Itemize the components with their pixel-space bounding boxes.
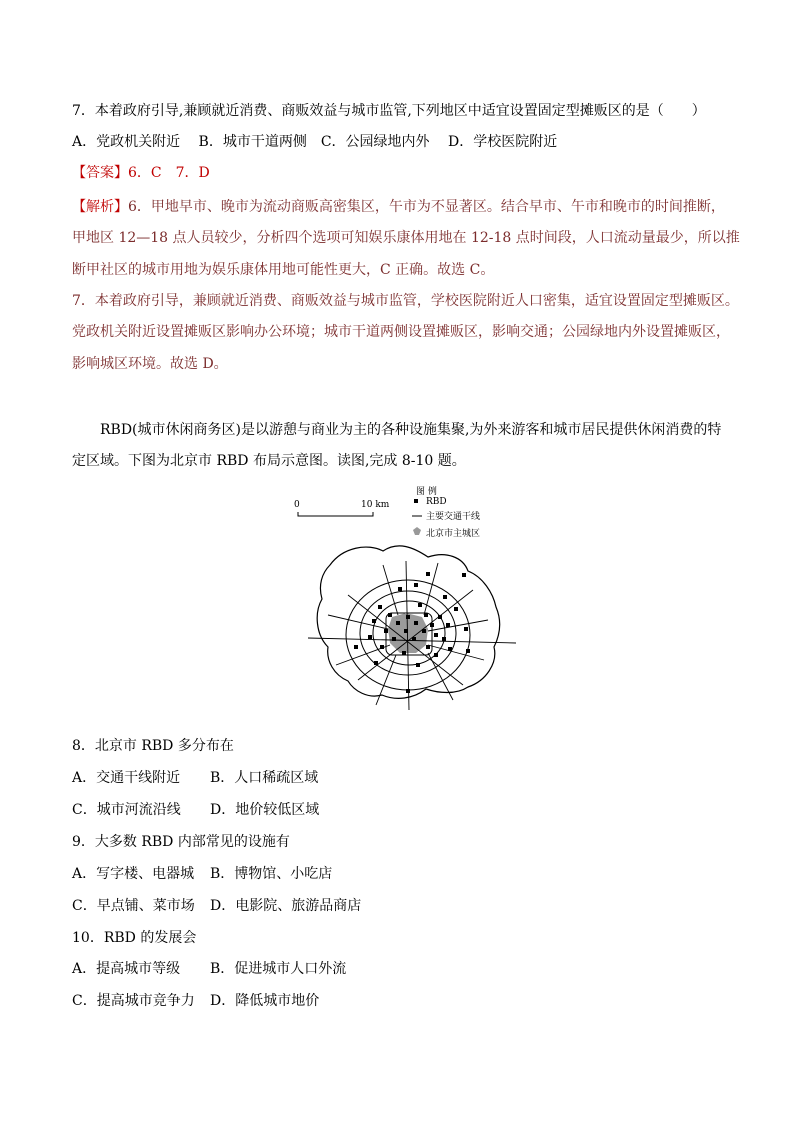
answer-line xyxy=(72,163,210,183)
intro-line-2: 定区域。下图为北京市 RBD 布局示意图。读图,完成 8-10 题。 xyxy=(72,453,466,469)
q10-options-row-1 xyxy=(72,959,346,979)
q9-option-d: D．电影院、旅游品商店 xyxy=(210,898,362,914)
scale-start: 0 xyxy=(294,500,300,510)
analysis-text-1: 6．甲地早市、晚市为流动商贩高密集区，午市为不显著区。结合早市、午市和晚市的时间推断， xyxy=(128,199,725,215)
legend-title: 图 例 xyxy=(416,487,437,497)
analysis-line-6: 影响城区环境。故选 D。 xyxy=(72,356,228,372)
answer-text: 6．C 7．D xyxy=(128,165,210,181)
beijing-rbd-map xyxy=(288,487,514,723)
q10-option-b: B．促进城市人口外流 xyxy=(210,961,347,977)
q8-stem: 8．北京市 RBD 多分布在 xyxy=(72,738,234,754)
q8-option-b: B．人口稀疏区域 xyxy=(210,770,319,786)
answer-label: 【答案】 xyxy=(72,165,128,181)
q9-option-c: C．早点铺、菜市场 xyxy=(72,898,195,914)
q8-options-row-2 xyxy=(72,800,319,820)
q7-options: A．党政机关附近 B．城市干道两侧 C．公园绿地内外 D．学校医院附近 xyxy=(72,134,558,150)
q8-option-c: C．城市河流沿线 xyxy=(72,802,181,818)
legend-rbd-label: RBD xyxy=(426,497,447,507)
q8-option-d: D．地价较低区域 xyxy=(210,802,320,818)
scale-bar xyxy=(298,512,373,516)
legend-road-label: 主要交通干线 xyxy=(426,512,481,522)
q7-stem: 7．本着政府引导,兼顾就近消费、商贩效益与城市监管,下列地区中适宜设置固定型摊贩区的是（ ） xyxy=(72,103,706,119)
q10-option-c: C．提高城市竞争力 xyxy=(72,993,195,1009)
analysis-line-5: 党政机关附近设置摊贩区影响办公环境；城市干道两侧设置摊贩区，影响交通；公园绿地内外设置摊贩区， xyxy=(72,324,730,340)
q9-stem: 9．大多数 RBD 内部常见的设施有 xyxy=(72,834,290,850)
legend-core-label: 北京市主城区 xyxy=(426,529,481,539)
analysis-line-3: 断甲社区的城市用地为娱乐康体用地可能性更大，C 正确。故选 C。 xyxy=(72,262,495,278)
q10-option-a: A．提高城市等级 xyxy=(72,961,181,977)
q10-option-d: D．降低城市地价 xyxy=(210,993,320,1009)
intro-line-1: RBD(城市休闲商务区)是以游憩与商业为主的各种设施集聚,为外来游客和城市居民提供休闲消费的特 xyxy=(100,422,722,438)
legend-rbd-symbol xyxy=(414,499,418,503)
q9-options-row-2 xyxy=(72,896,361,916)
analysis-line-2: 甲地区 12—18 点人员较少，分析四个选项可知娱乐康体用地在 12-18 点时间段，人口流动量最少，所以推 xyxy=(72,230,740,246)
q10-options-row-2 xyxy=(72,991,319,1011)
q8-options-row-1 xyxy=(72,768,318,788)
q9-option-a: A．写字楼、电器城 xyxy=(72,866,195,882)
analysis-line-4: 7．本着政府引导，兼顾就近消费、商贩效益与城市监管，学校医院附近人口密集，适宜设置固定型摊贩区。 xyxy=(72,293,739,309)
q9-options-row-1 xyxy=(72,864,332,884)
legend-core-symbol xyxy=(413,527,421,535)
q9-option-b: B．博物馆、小吃店 xyxy=(210,866,333,882)
q8-option-a: A．交通干线附近 xyxy=(72,770,181,786)
scale-end: 10 km xyxy=(361,500,390,510)
q10-stem: 10．RBD 的发展会 xyxy=(72,930,197,946)
analysis-line-1 xyxy=(72,197,725,217)
analysis-label: 【解析】 xyxy=(72,199,128,215)
